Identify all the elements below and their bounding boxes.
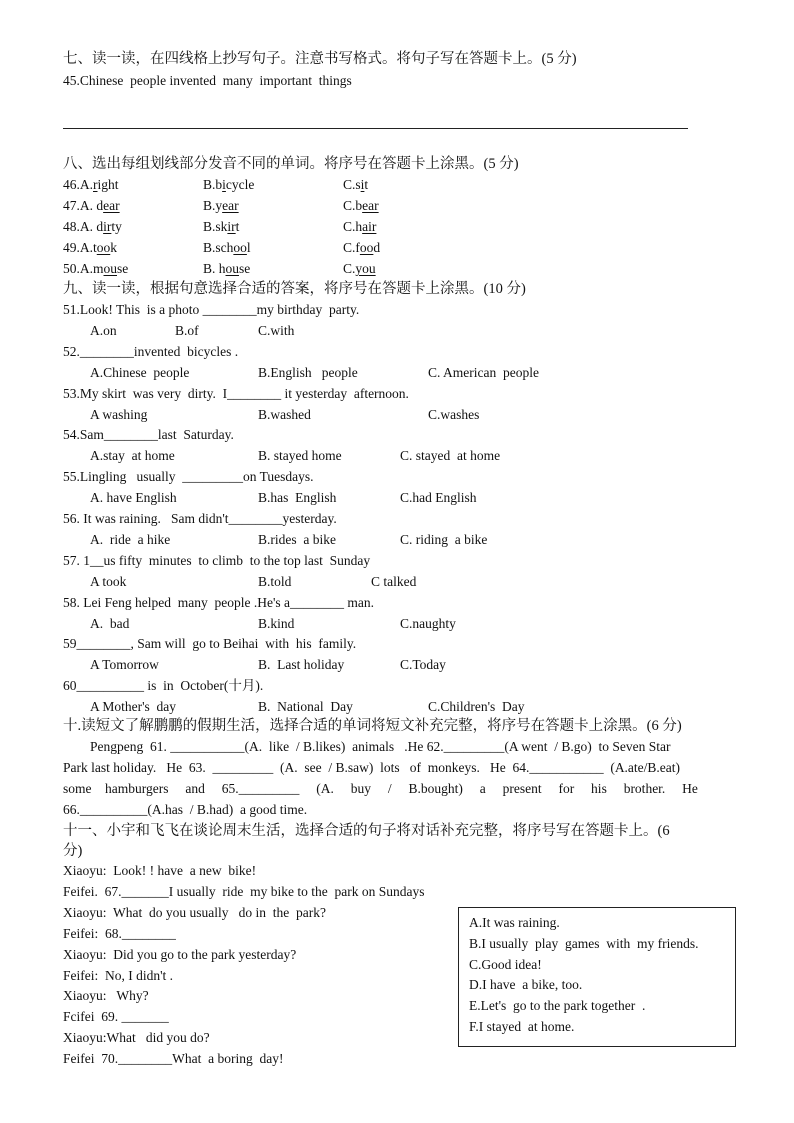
dialog-line: Feifei: No, I didn't .	[63, 967, 174, 983]
option-57-c: C talked	[371, 573, 417, 589]
option-53-a: A washing	[90, 406, 148, 422]
option-51-a: A.on	[90, 323, 117, 338]
question-55: 55.Lingling usually _________on Tuesdays.	[63, 469, 314, 485]
word-part: 48.A. d	[63, 219, 104, 234]
underlined-letters: ear	[222, 198, 239, 213]
choices-box	[458, 907, 736, 1047]
passage-line-1: Pengpeng 61. ___________(A. like / B.likes) animals .He 62._________(A went / B.go) to Seven Star	[90, 739, 671, 754]
word-part: B. h	[203, 261, 226, 276]
word-part: C.	[343, 261, 356, 276]
underlined-letters: ear	[103, 198, 120, 213]
question-58: 58. Lei Feng helped many people .He's a________ man.	[63, 594, 374, 610]
option-55-a: A. have English	[90, 490, 177, 506]
phonics-option-48-b	[203, 218, 239, 236]
word-part: se	[239, 261, 251, 276]
option-53-b: B.washed	[258, 406, 311, 422]
section-11-title: 十一、小宇和飞飞在谈论周末生活，选择合适的句子将对话补充完整，将序号写在答题卡上。(6	[63, 823, 670, 839]
option-59-c: C.Today	[400, 657, 446, 673]
dialog-line: Xiaoyu: What do you usually do in the park?	[63, 904, 326, 920]
phonics-option-48-a	[63, 218, 122, 236]
underlined-letters: you	[355, 261, 376, 276]
option-60-b: B. National Day	[258, 699, 353, 715]
underlined-letters: ou	[103, 261, 117, 276]
question-51: 51.Look! This is a photo ________my birthday party.	[63, 302, 360, 317]
dialog-line: Xiaoyu: Why?	[63, 988, 149, 1004]
phonics-option-50-a	[63, 260, 128, 278]
word-part: d	[373, 240, 381, 255]
section-8-title: 八、选出每组划线部分发音不同的单词。将序号在答题卡上涂黑。(5 分)	[63, 156, 519, 172]
option-58-a: A. bad	[90, 615, 130, 631]
dialog-line: Xiaoyu: Did you go to the park yesterday?	[63, 946, 297, 962]
choice-f: F.I stayed at home.	[469, 1019, 575, 1034]
option-60-c: C.Children's Day	[428, 699, 525, 715]
phonics-option-49-c	[343, 239, 380, 257]
phonics-option-46-a	[63, 176, 119, 194]
dialog-line: Feifei: 68.________	[63, 925, 176, 941]
phonics-option-47-b	[203, 197, 239, 215]
underlined-letters: ear	[362, 198, 379, 213]
section-11-title-cont: 分)	[63, 843, 83, 859]
underlined-letters: oo	[233, 240, 247, 255]
dialog-line: Fcifei 69. _______	[63, 1009, 169, 1025]
word-part: 49.A.t	[63, 240, 97, 255]
word-part: C.f	[343, 240, 360, 255]
writing-line	[63, 128, 688, 129]
option-52-a: A.Chinese people	[90, 364, 190, 380]
choice-c: C.Good idea!	[469, 956, 542, 972]
option-53-c: C.washes	[428, 406, 480, 422]
question-56: 56. It was raining. Sam didn't________yesterday.	[63, 511, 337, 526]
option-57-b: B.told	[258, 573, 292, 589]
option-55-b: B.has English	[258, 490, 337, 506]
word-part: se	[117, 261, 129, 276]
phonics-option-49-a	[63, 239, 117, 257]
underlined-letters: r	[93, 177, 98, 192]
word-part: 47.A. d	[63, 198, 104, 213]
word-part: 46.A.	[63, 177, 93, 192]
dialog-line: Xiaoyu:What did you do?	[63, 1030, 210, 1046]
option-56-c: C. riding a bike	[400, 532, 488, 547]
underlined-letters: oo	[359, 240, 374, 255]
underlined-letters: air	[362, 219, 377, 234]
choice-b: B.I usually play games with my friends.	[469, 935, 699, 951]
option-52-c: C. American people	[428, 364, 539, 380]
phonics-option-48-c	[343, 218, 376, 236]
option-51-b: B.of	[175, 323, 199, 338]
option-52-b: B.English people	[258, 364, 358, 380]
question-59: 59________, Sam will go to Beihai with his family.	[63, 636, 357, 652]
choice-a: A.It was raining.	[469, 915, 560, 930]
phonics-option-47-c	[343, 197, 379, 215]
underlined-letters: ou	[225, 261, 240, 276]
question-52: 52.________invented bicycles .	[63, 343, 239, 359]
dialog-line: Feifei 70.________What a boring day!	[63, 1051, 284, 1067]
option-56-a: A. ride a hike	[90, 532, 171, 547]
dialog-line: Xiaoyu: Look! ! have a new bike!	[63, 863, 257, 878]
option-60-a: A Mother's day	[90, 699, 177, 715]
word-part: B.y	[203, 198, 223, 213]
underlined-letters: i	[360, 177, 365, 192]
word-part: cycle	[225, 177, 255, 192]
word-part: t	[114, 177, 119, 192]
word-part: t	[364, 177, 369, 192]
phonics-option-49-b	[203, 239, 251, 257]
word-part: igh	[97, 177, 115, 192]
word-part: B.b	[203, 177, 223, 192]
phonics-option-50-c	[343, 260, 376, 278]
word-part: 50.A.m	[63, 261, 104, 276]
question-60: 60__________ is in October(十月).	[63, 678, 264, 694]
option-58-b: B.kind	[258, 615, 295, 631]
underlined-letters: oo	[96, 240, 111, 255]
question-57: 57. 1__us fifty minutes to climb to the top last Sunday	[63, 552, 371, 568]
option-51-c: C.with	[258, 323, 295, 338]
word-part: k	[110, 240, 117, 255]
word-part: t	[235, 219, 240, 234]
word-part: C.b	[343, 198, 363, 213]
underlined-letters: ir	[227, 219, 236, 234]
phonics-option-50-b	[203, 260, 250, 278]
section-10-title: 十.读短文了解鹏鹏的假期生活，选择合适的单词将短文补充完整，将序号在答题卡上涂黑。(6 分)	[63, 718, 682, 734]
section-7-title: 七、读一读，在四线格上抄写句子。注意书写格式。将句子写在答题卡上。(5 分)	[63, 51, 577, 67]
option-58-c: C.naughty	[400, 615, 456, 631]
choice-e: E.Let's go to the park together .	[469, 998, 646, 1014]
word-part: l	[246, 240, 251, 255]
phonics-option-47-a	[63, 197, 120, 215]
dialog-line: Feifei. 67._______I usually ride my bike to the park on Sundays	[63, 883, 425, 899]
word-part: B.sk	[203, 219, 228, 234]
option-56-b: B.rides a bike	[258, 532, 336, 547]
word-part: C.h	[343, 219, 363, 234]
option-54-a: A.stay at home	[90, 448, 175, 464]
option-57-a: A took	[90, 573, 127, 589]
word-part: ty	[111, 219, 122, 234]
question-53: 53.My skirt was very dirty. I________ it yesterday afternoon.	[63, 385, 409, 401]
question-45: 45.Chinese people invented many important things	[63, 73, 352, 88]
phonics-option-46-b	[203, 176, 254, 194]
phonics-option-46-c	[343, 176, 368, 194]
passage-line-4: 66.__________(A.has / B.had) a good time.	[63, 802, 308, 817]
option-55-c: C.had English	[400, 490, 477, 506]
word-part: C.s	[343, 177, 361, 192]
option-54-c: C. stayed at home	[400, 448, 501, 464]
underlined-letters: i	[222, 177, 226, 192]
question-54: 54.Sam________last Saturday.	[63, 427, 234, 443]
option-59-a: A Tomorrow	[90, 657, 159, 673]
option-54-b: B. stayed home	[258, 448, 342, 464]
option-59-b: B. Last holiday	[258, 657, 345, 673]
word-part: B.sch	[203, 240, 234, 255]
underlined-letters: ir	[103, 219, 112, 234]
passage-line-3: some hamburgers and 65._________ (A. buy / B.bought) a present for his brother. He	[63, 781, 698, 796]
choice-d: D.I have a bike, too.	[469, 977, 583, 993]
section-9-title: 九、读一读，根据句意选择合适的答案，将序号在答题卡上涂黑。(10 分)	[63, 281, 526, 297]
passage-line-2: Park last holiday. He 63. _________ (A. see / B.saw) lots of monkeys. He 64.___________ (A.ate/B.eat)	[63, 760, 681, 775]
